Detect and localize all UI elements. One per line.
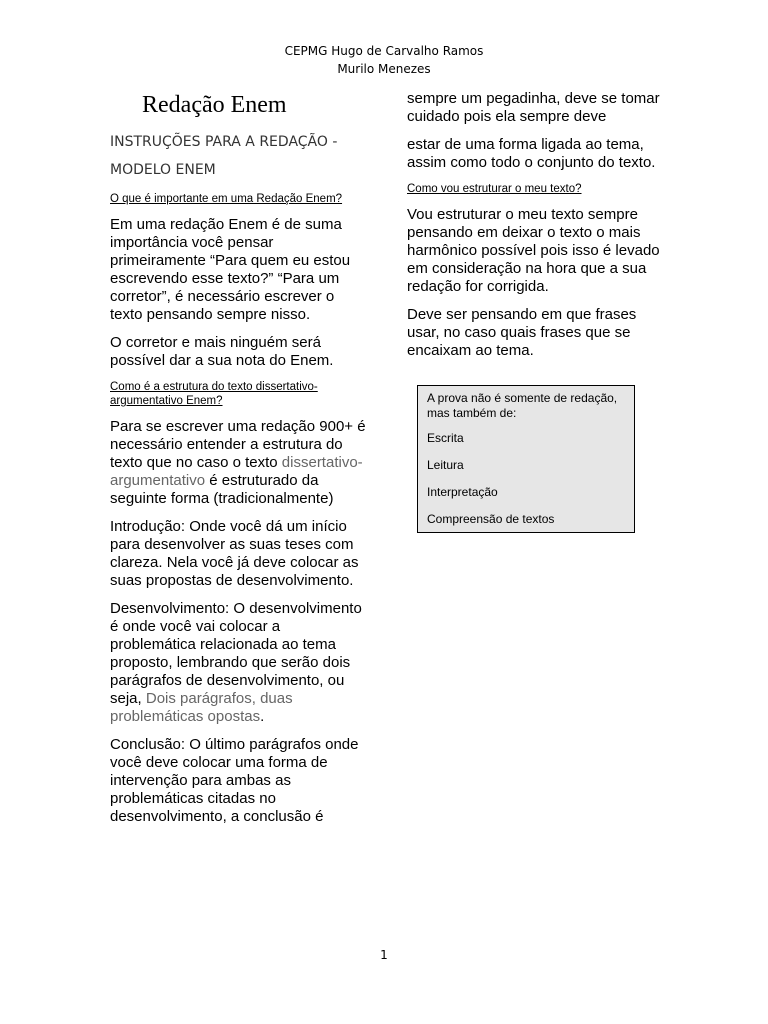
highlight-term: Dois parágrafos, duas problemáticas opostas <box>110 690 293 725</box>
author-name: Murilo Menezes <box>337 62 431 76</box>
question-heading-2: Como é a estrutura do texto dissertativo-argumentativo Enem? <box>110 381 318 407</box>
paragraph-introduction: Introdução: Onde você dá um início para desenvolver as suas teses com clareza. Nela você já deve colocar as suas propostas de desenvolvimento. <box>110 518 359 589</box>
paragraph-development <box>110 600 368 726</box>
right-column <box>407 90 665 370</box>
paragraph-theme: estar de uma forma ligada ao tema, assim como todo o conjunto do texto. <box>407 136 656 171</box>
paragraph-corrector: O corretor e mais ninguém será possível dar a sua nota do Enem. <box>110 334 334 369</box>
page-number: 1 <box>380 948 388 962</box>
paragraph-conclusion: Conclusão: O último parágrafos onde você deve colocar uma forma de intervenção para ambas as problemáticas citadas no desenvolvimento, a conclusão é <box>110 736 359 825</box>
text-span: é estruturado da seguinte forma (tradicionalmente) <box>110 472 334 507</box>
paragraph-importance: Em uma redação Enem é de suma importância você pensar primeiramente “Para quem eu estou escrevendo esse texto?” “Para um corretor”, é necessário escrever o texto pensando sempre nisso. <box>110 216 351 323</box>
info-box-item: Compreensão de textos <box>427 512 555 526</box>
paragraph-harmony: Vou estruturar o meu texto sempre pensando em deixar o texto o mais harmônico possível pois isso é levado em consideração na hora que a sua redação for corrigida. <box>407 206 660 295</box>
question-heading-3: Como vou estruturar o meu texto? <box>407 183 582 195</box>
document-title: Redação Enem <box>142 92 287 118</box>
info-box-item: Interpretação <box>427 485 498 499</box>
highlight-term: dissertativo-argumentativo <box>110 454 363 489</box>
question-heading-1: O que é importante em uma Redação Enem? <box>110 193 343 205</box>
school-name: CEPMG Hugo de Carvalho Ramos <box>284 44 484 58</box>
info-box-intro: A prova não é somente de redação, mas também de: <box>427 391 618 420</box>
page-header <box>0 42 768 78</box>
info-box-item: Escrita <box>427 431 464 445</box>
paragraph-phrases: Deve ser pensando em que frases usar, no caso quais frases que se encaixam ao tema. <box>407 306 637 359</box>
paragraph-structure <box>110 418 368 508</box>
text-span: Desenvolvimento: O desenvolvimento é onde você vai colocar a problemática relacionada ao tema proposto, lembrando que serão dois parágrafos de desenvolvimento, ou seja, <box>110 600 362 707</box>
text-span: Para se escrever uma redação 900+ é necessário entender a estrutura do texto que no caso o texto <box>110 418 366 471</box>
info-box <box>417 385 635 533</box>
section-subtitle: INSTRUÇÕES PARA A REDAÇÃO - MODELO ENEM <box>110 134 338 178</box>
info-box-item: Leitura <box>427 458 464 472</box>
text-span: . <box>260 708 265 725</box>
left-column <box>110 90 368 836</box>
paragraph-continuation: sempre um pegadinha, deve se tomar cuidado pois ela sempre deve <box>407 90 660 125</box>
